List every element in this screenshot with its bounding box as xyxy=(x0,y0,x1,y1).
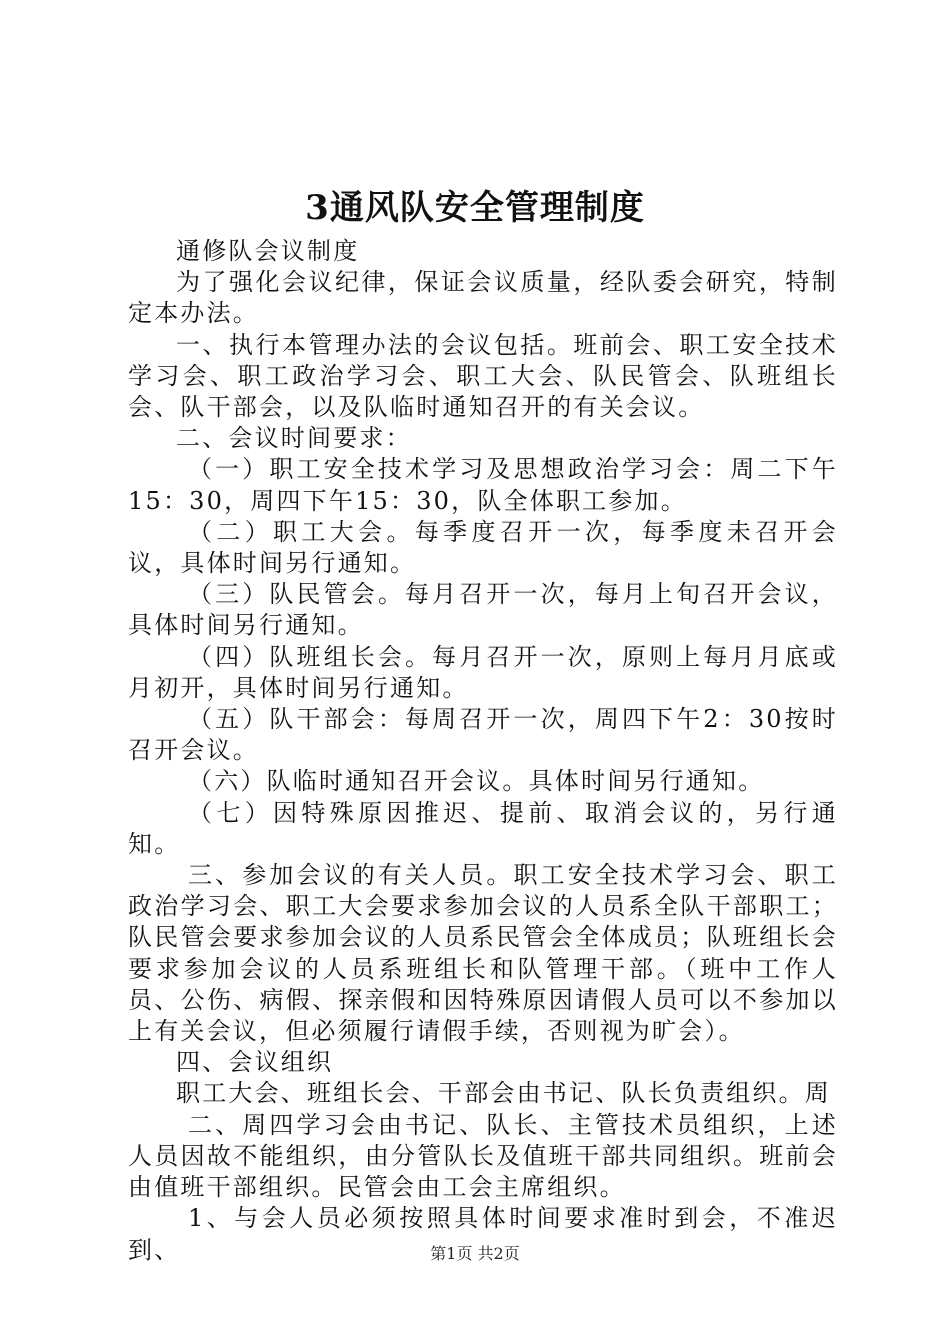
paragraph-item-2: （二）职工大会。每季度召开一次，每季度未召开会议，具体时间另行通知。 xyxy=(128,517,838,578)
paragraph-intro: 为了强化会议纪律，保证会议质量，经队委会研究，特制定本办法。 xyxy=(128,268,838,328)
paragraph-section-2: 二、会议时间要求： xyxy=(176,424,412,453)
paragraph-item-5: （五）队干部会：每周召开一次，周四下午2：30按时召开会议。 xyxy=(128,705,838,765)
paragraph-item-3: （三）队民管会。每月召开一次，每月上旬召开会议，具体时间另行通知。 xyxy=(128,580,838,640)
paragraph-organization: 职工大会、班组长会、干部会由书记、队长负责组织。周 xyxy=(176,1079,831,1108)
paragraph-rule-1: 1、与会人员必须按照具体时间要求准时到会，不准迟到、 xyxy=(128,1204,838,1264)
paragraph-item-1: （一）职工安全技术学习及思想政治学习会：周二下午15：30，周四下午15：30，队全体职工参加。 xyxy=(128,455,838,515)
paragraph-section-3: 三、参加会议的有关人员。职工安全技术学习会、职工政治学习会、职工大会要求参加会议的人员系全队干部职工；队民管会要求参加会议的人员系民管会全体成员；队班组长会要求参加会议的人员系班组长和队管理干部。（班中工作人员、公伤、病假、探亲假和因特殊原因请假人员可以不参加以上有关会议，但必须履行请假手续，否则视为旷会）。 xyxy=(128,861,838,1046)
paragraph-subtitle: 通修队会议制度 xyxy=(176,237,360,265)
document-title: 3通风队安全管理制度 xyxy=(305,188,645,228)
paragraph-item-7: （七）因特殊原因推迟、提前、取消会议的，另行通知。 xyxy=(128,798,838,858)
page-footer: 第1页 共2页 xyxy=(430,1244,520,1263)
paragraph-item-4: （四）队班组长会。每月召开一次，原则上每月月底或月初开，具体时间另行通知。 xyxy=(128,642,838,702)
paragraph-section-1: 一、执行本管理办法的会议包括。班前会、职工安全技术学习会、职工政治学习会、职工大会、队民管会、队班组长会、队干部会，以及队临时通知召开的有关会议。 xyxy=(128,330,838,422)
paragraph-study-meeting: 二、周四学习会由书记、队长、主管技术员组织，上述人员因故不能组织，由分管队长及值班干部共同组织。班前会由值班干部组织。民管会由工会主席组织。 xyxy=(128,1110,838,1202)
document-body xyxy=(128,236,838,1266)
paragraph-item-6: （六）队临时通知召开会议。具体时间另行通知。 xyxy=(188,767,765,796)
paragraph-section-4: 四、会议组织 xyxy=(176,1048,334,1077)
